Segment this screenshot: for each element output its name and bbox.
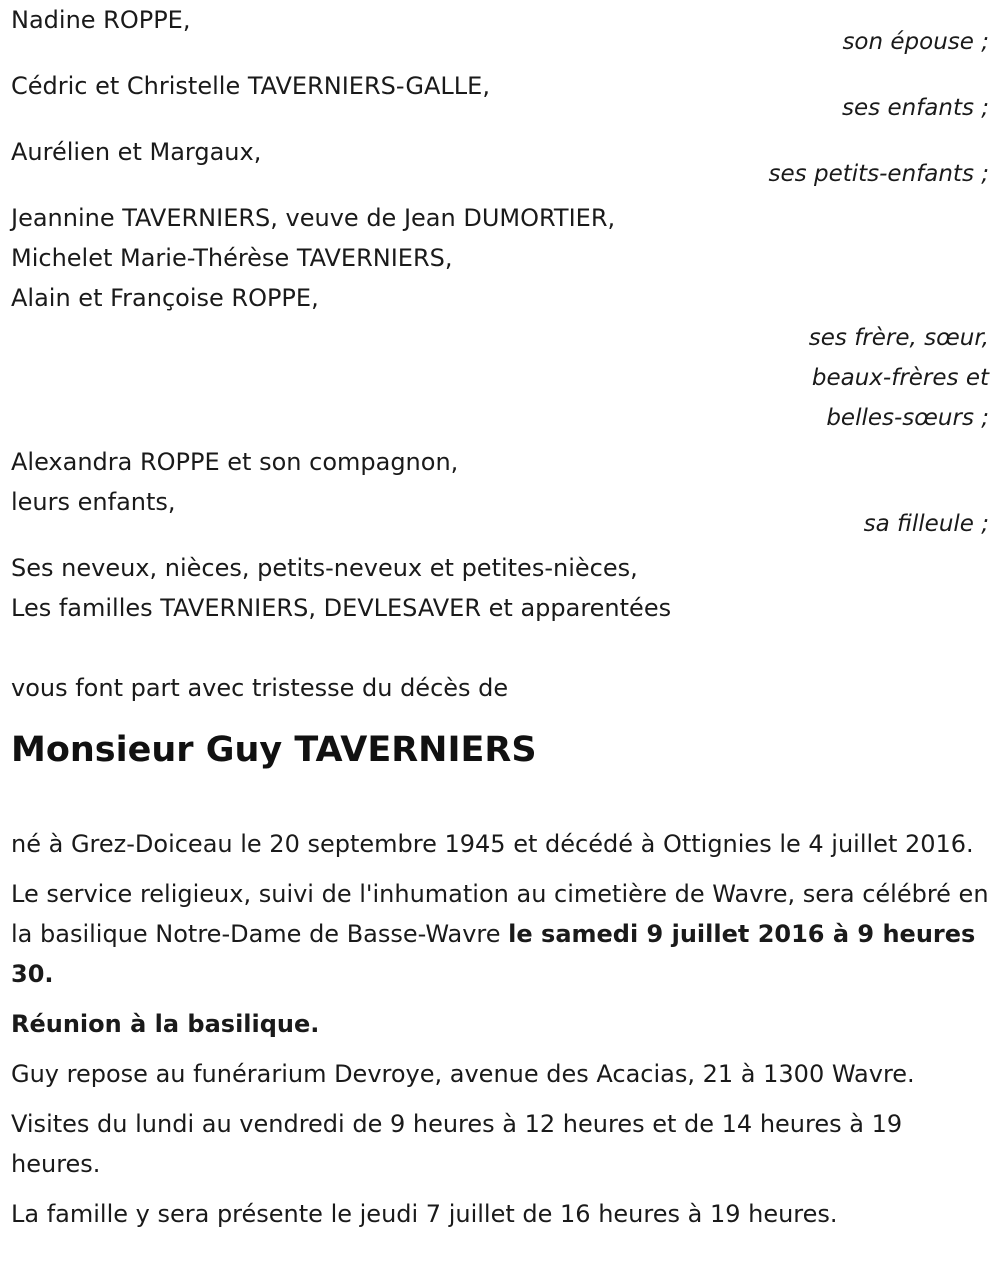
relationship-label: ses petits-enfants ;: [768, 161, 989, 187]
service-date: le samedi 9 juillet 2016 à 9 heures 30.: [11, 920, 976, 988]
meeting-paragraph: Réunion à la basilique.: [11, 1010, 320, 1038]
obituary-notice: [11, 0, 991, 1234]
funeral-home-paragraph: Guy repose au funérarium Devroye, avenue des Acacias, 21 à 1300 Wavre.: [11, 1060, 915, 1088]
relationship-label: ses frère, sœur,: [808, 325, 989, 351]
family-group-goddaughter: [11, 442, 991, 544]
family-name-line: Jeannine TAVERNIERS, veuve de Jean DUMORTIER,: [11, 204, 616, 232]
family-presence-paragraph: La famille y sera présente le jeudi 7 juillet de 16 heures à 19 heures.: [11, 1200, 838, 1228]
family-name-line: Michelet Marie-Thérèse TAVERNIERS,: [11, 244, 453, 272]
relationship-label: beaux-frères et: [811, 365, 989, 391]
announcement-text: vous font part avec tristesse du décès de: [11, 674, 509, 702]
family-name-line: Alexandra ROPPE et son compagnon,: [11, 448, 459, 476]
family-group-extended: [11, 548, 991, 628]
family-name-line: Ses neveux, nièces, petits-neveux et petites-nièces,: [11, 554, 638, 582]
visits-paragraph: Visites du lundi au vendredi de 9 heures à 12 heures et de 14 heures à 19 heures.: [11, 1110, 903, 1178]
family-name-line: Cédric et Christelle TAVERNIERS-GALLE,: [11, 72, 490, 100]
family-group-siblings: [11, 198, 991, 438]
relationship-label: ses enfants ;: [842, 95, 989, 121]
family-name-line: Aurélien et Margaux,: [11, 138, 262, 166]
relationship-label: belles-sœurs ;: [826, 405, 989, 431]
family-group-grandchildren: [11, 132, 991, 194]
family-group-spouse: [11, 0, 991, 62]
family-name-line: Les familles TAVERNIERS, DEVLESAVER et apparentées: [11, 594, 672, 622]
family-group-children: [11, 66, 991, 128]
relationship-label: sa filleule ;: [863, 511, 989, 537]
family-name-line: Alain et Françoise ROPPE,: [11, 284, 319, 312]
birth-death-paragraph: né à Grez-Doiceau le 20 septembre 1945 et décédé à Ottignies le 4 juillet 2016.: [11, 830, 974, 858]
family-name-line: Nadine ROPPE,: [11, 6, 191, 34]
service-text: Le service religieux, suivi de l'inhumation au cimetière de Wavre, sera célébré en la basilique Notre-Dame de Basse-Wavre: [11, 880, 989, 948]
service-paragraph: [11, 874, 996, 994]
relationship-label: son épouse ;: [842, 29, 989, 55]
family-name-line: leurs enfants,: [11, 488, 176, 516]
deceased-name: Monsieur Guy TAVERNIERS: [11, 730, 537, 770]
spacer: [11, 628, 991, 668]
